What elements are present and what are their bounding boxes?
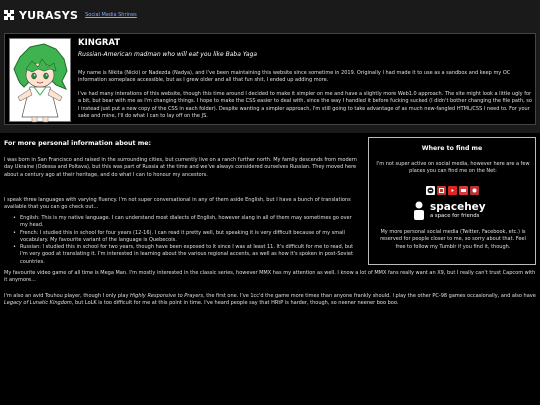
- list-item: • English: This is my native language. I can understand most dialects of English, however slang in all of them may sometimes go over my head.: [4, 215, 360, 230]
- profile-site-history-paragraph: I've had many interations of this website, though this time around I decided to make it simpler on me and have a slightly more Web1.0 approach. The site might look a little ugly for a bit, but bear with me as I'm changing things. I hope to make the CSS easier to deal with, since the way I handled it before fucking sucked (I didn't bother changing the file path, so I instead just put a new copy of the CSS in each folder). Despite wanting a simpler approach, I'm still going to take advantage of as much new-fangled HTML/CSS I need to. For your sake and mine, I'll do what I can to lay off on the JS.: [78, 91, 532, 119]
- list-item: • Russian: I studied this in school for two years, though have been exposed to it since I was at least 11. It's difficult for me to read, but I'm very good at translating it. I'm interested in learning about the various regional accents, as well as how it's spoken in post-Soviet countries.: [4, 244, 360, 266]
- site-logo-icon: [4, 10, 14, 20]
- profile-intro-paragraph: My name is Nikita (Nicki) or Nadezda (Nadya), and I've been maintaining this website since sometime in 2019. Originally I had made it to use as a sandbox and keep my OC information someplace accessible, but as I grew older and all that fun shit, I ended up adding more.: [78, 70, 511, 84]
- touhou-text-2: , the first one. I've 1cc'd the game more times than anyone frankly should. I play the other PC-98 games occasionally, and also have: [203, 293, 536, 299]
- social-media-shrines-link[interactable]: Social Media Shrines: [85, 12, 137, 18]
- spacehey-text: [430, 202, 486, 220]
- main-section: [0, 133, 540, 405]
- languages-list: [4, 215, 360, 266]
- touhou-text-1: I'm also an avid Touhou player, though I only play: [4, 293, 131, 299]
- find-me-box: [368, 137, 536, 265]
- profile-box: [4, 33, 536, 125]
- tumblr-icon[interactable]: [426, 186, 435, 195]
- personal-info-heading: For more personal information about me:: [4, 140, 152, 147]
- misc-icon[interactable]: [470, 186, 479, 195]
- avatar: [9, 38, 71, 122]
- touhou-text-3: , but LoLK is too difficult for me at this point in time. I've heard people say that HRtP is harder, though, so neener neener boo boo.: [71, 300, 399, 307]
- find-me-intro: I'm not super active on social media, however here are a few places you can find me on the Net:: [376, 161, 530, 175]
- video-icon[interactable]: [459, 186, 468, 195]
- find-me-title: Where to find me: [421, 145, 483, 152]
- favourite-game-paragraph: My favourite video game of all time is Mega Man. I'm mostly interested in the classic series, however MMX has my attention as well. I know a lot of MMX fans really want an X9, but I really can't trust Capcom with it anymore...: [4, 270, 536, 284]
- touhou-paragraph: [4, 293, 536, 308]
- spacehey-logo-icon: [411, 201, 427, 221]
- spacehey-name: spacehey: [430, 200, 486, 213]
- list-item: • French: I studied this in school for four years (12-16). I can read it pretty well, but speaking it is very difficult because of my small vocabulary. My favourite variant of the language is Quebecois.: [4, 230, 360, 245]
- find-me-outro: My more personal social media (Twitter, Facebook, etc.) is reserved for people closer to me, so sorry about that. Feel free to follow my Tumblr if you find it, though.: [380, 229, 526, 250]
- background-paragraph: I was born in San Francisco and raised in the surrounding cities, but currently live on a ranch further north. My family descends from modern day Ukraine (Odessa and Poltava), but this was part of Russia at the time and we've always considered ourselves Russian. They moved here about a century ago at their heritage, and do what I can to honour my ancestors.: [4, 157, 357, 178]
- spacehey-badge[interactable]: [411, 199, 497, 222]
- avatar-illustration: [10, 39, 72, 123]
- spacehey-subtitle: a space for friends: [430, 212, 480, 219]
- letterboxd-icon[interactable]: [437, 186, 446, 195]
- languages-intro-paragraph: I speak three languages with varying fluency. I'm not super conversational in any of them aside English, but I have a bunch of translations available that you can go check out...: [4, 197, 351, 211]
- touhou-game-title-lolk: Legacy of Lunatic Kingdom: [4, 300, 72, 307]
- site-header: [4, 8, 137, 22]
- touhou-game-title-hrtp: Highly Responsive to Prayers: [130, 293, 204, 299]
- site-title: YURASYS: [19, 8, 79, 22]
- profile-tagline: Russian-American madman who will eat you like Baba Yaga: [78, 51, 258, 58]
- profile-name: KINGRAT: [78, 38, 121, 48]
- youtube-icon[interactable]: [448, 186, 457, 195]
- social-icons-row: [369, 186, 535, 195]
